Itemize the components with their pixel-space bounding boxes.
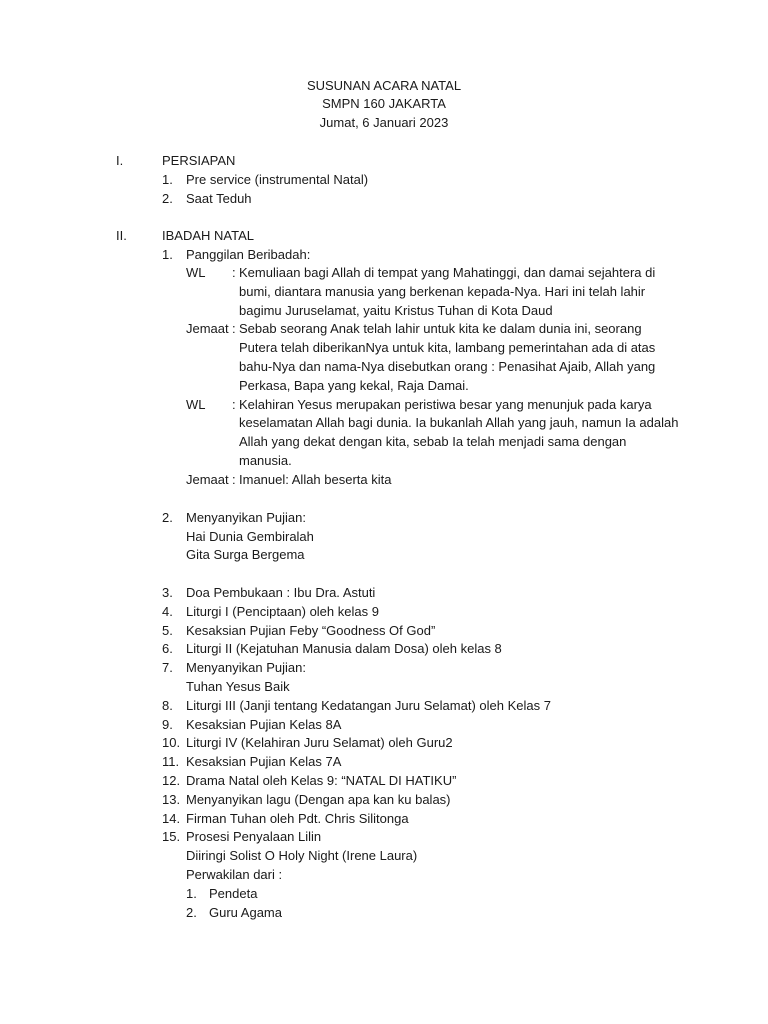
list-item-text: Kesaksian Pujian Feby “Goodness Of God”: [186, 622, 436, 638]
liturgy-separator: :: [232, 321, 236, 337]
list-item-text: Doa Pembukaan : Ibu Dra. Astuti: [186, 585, 376, 600]
liturgy-line: manusia.: [239, 453, 292, 468]
list-item-text: Diiringi Solist O Holy Night (Irene Laura): [186, 848, 418, 864]
liturgy-speaker: WL: [186, 265, 206, 280]
liturgy-line: Kemuliaan bagi Allah di tempat yang Mahatinggi, dan damai sejahtera di: [239, 265, 656, 280]
song-title: Gita Surga Bergema: [186, 547, 305, 563]
liturgy-speaker: WL: [186, 396, 206, 412]
liturgy-line: keselamatan Allah bagi dunia. Ia bukanlah Allah yang jauh, namun Ia adalah: [239, 415, 679, 431]
list-item-text: Panggilan Beribadah:: [186, 247, 311, 262]
section-number: I.: [116, 153, 124, 168]
list-item-number: 7.: [162, 660, 173, 676]
liturgy-line: bumi, diantara manusia yang berkenan kepada-Nya. Hari ini telah lahir: [239, 283, 646, 299]
list-item-text: Liturgi II (Kejatuhan Manusia dalam Dosa) oleh kelas 8: [186, 641, 502, 657]
list-item-text: Perwakilan dari :: [186, 867, 283, 882]
list-item-number: 1.: [162, 172, 173, 187]
list-item-text: Firman Tuhan oleh Pdt. Chris Silitonga: [186, 810, 409, 826]
list-item-number: 2.: [162, 510, 173, 525]
list-item-text: Prosesi Penyalaan Lilin: [186, 829, 322, 845]
liturgy-separator: :: [232, 265, 236, 280]
list-item-text: Saat Teduh: [186, 190, 252, 206]
list-item-text: Kesaksian Pujian Kelas 7A: [186, 754, 342, 770]
list-item-number: 2.: [162, 190, 173, 206]
list-item-number: 3.: [162, 585, 173, 600]
liturgy-separator: :: [232, 471, 236, 487]
list-item-number: 1.: [162, 247, 173, 262]
list-item-number: 10.: [162, 735, 181, 751]
liturgy-line: Perkasa, Bapa yang kekal, Raja Damai.: [239, 377, 469, 393]
section-title: IBADAH NATAL: [162, 228, 254, 243]
list-item-number: 5.: [162, 622, 173, 638]
list-item-text: Kesaksian Pujian Kelas 8A: [186, 716, 342, 732]
section-number: II.: [116, 228, 127, 243]
list-item-text: Liturgi I (Penciptaan) oleh kelas 9: [186, 603, 379, 619]
list-item-number: 6.: [162, 641, 173, 657]
liturgy-speaker: Jemaat: [186, 321, 229, 337]
liturgy-line: Sebab seorang Anak telah lahir untuk kita ke dalam dunia ini, seorang: [239, 321, 642, 337]
list-item-text: Tuhan Yesus Baik: [186, 679, 290, 694]
list-item-number: 14.: [162, 810, 181, 826]
section-title: PERSIAPAN: [162, 153, 236, 168]
liturgy-speaker: Jemaat: [186, 471, 229, 487]
liturgy-line: bahu-Nya dan nama-Nya disebutkan orang : Penasihat Ajaib, Allah yang: [239, 359, 656, 374]
school-name: SMPN 160 JAKARTA: [322, 96, 446, 111]
list-item-number: 4.: [162, 603, 173, 619]
list-item-number: 8.: [162, 697, 173, 713]
song-title: Hai Dunia Gembiralah: [186, 528, 314, 544]
list-item-text: Menyanyikan Pujian:: [186, 660, 306, 676]
list-item-text: Pre service (instrumental Natal): [186, 172, 369, 187]
sub-item-number: 1.: [186, 885, 197, 901]
list-item-text: Liturgi IV (Kelahiran Juru Selamat) oleh Guru2: [186, 735, 453, 751]
liturgy-line: Allah yang dekat dengan kita, sebab Ia telah menjadi sama dengan: [239, 434, 627, 450]
liturgy-line: Kelahiran Yesus merupakan peristiwa besar yang menunjuk pada karya: [239, 396, 652, 412]
document-title: SUSUNAN ACARA NATAL: [306, 78, 462, 93]
list-item-number: 15.: [162, 829, 181, 845]
sub-item-number: 2.: [186, 904, 197, 920]
sub-item-text: Guru Agama: [209, 904, 282, 920]
liturgy-line: Putera telah diberikanNya untuk kita, lambang pemerintahan ada di atas: [239, 340, 656, 356]
liturgy-line: Imanuel: Allah beserta kita: [239, 471, 392, 487]
event-date: Jumat, 6 Januari 2023: [319, 115, 449, 130]
list-item-text: Liturgi III (Janji tentang Kedatangan Juru Selamat) oleh Kelas 7: [186, 697, 551, 713]
liturgy-line: bagimu Juruselamat, yaitu Kristus Tuhan di Kota Daud: [239, 302, 553, 318]
list-item-text: Drama Natal oleh Kelas 9: “NATAL DI HATIKU”: [186, 773, 457, 788]
list-item-number: 9.: [162, 716, 173, 732]
list-item-number: 11.: [162, 754, 180, 770]
list-item-number: 12.: [162, 773, 181, 788]
liturgy-separator: :: [232, 396, 236, 412]
sub-item-text: Pendeta: [209, 885, 258, 901]
list-item-text: Menyanyikan Pujian:: [186, 510, 306, 525]
list-item-number: 13.: [162, 791, 181, 807]
list-item-text: Menyanyikan lagu (Dengan apa kan ku balas): [186, 791, 451, 807]
